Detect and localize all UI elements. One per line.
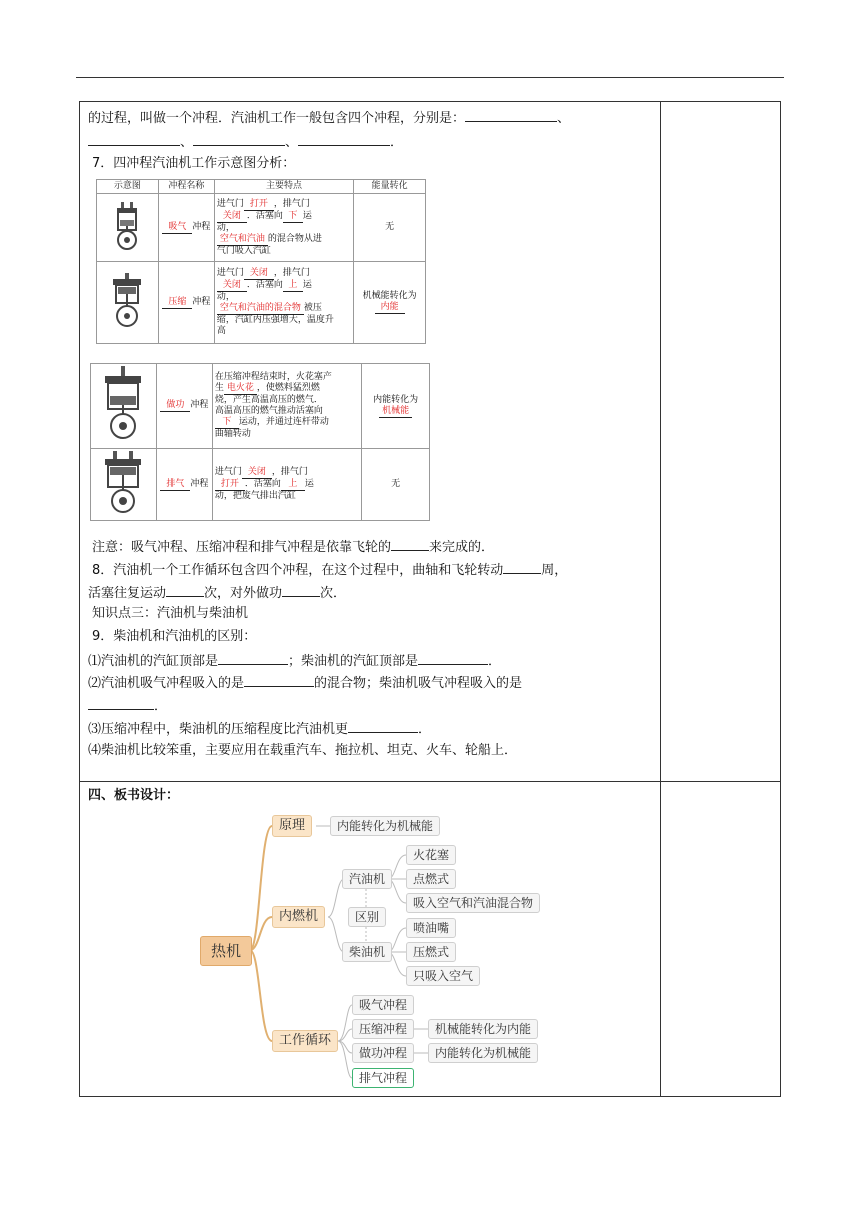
- question-9-4: ⑷柴油机比较笨重，主要应用在载重汽车、拖拉机、坦克、火车、轮船上．: [88, 743, 518, 758]
- mindmap-principle: 原理: [272, 815, 312, 837]
- question-8-line-1: 8．汽油机一个工作循环包含四个冲程，在这个过程中，曲轴和飞轮转动 周，: [92, 563, 568, 578]
- row-divider: [80, 781, 780, 782]
- blank-stroke-4[interactable]: [298, 133, 390, 146]
- mindmap-d2: 压燃式: [406, 942, 456, 962]
- mindmap-c4: 排气冲程: [352, 1068, 414, 1088]
- compression-features: 进气门 关闭 ，排气门 关闭 ．活塞向 上 运 动， 空气和汽油的混合物 被压 缩，汽缸内压强增大，温度升 高: [214, 262, 353, 344]
- note-flywheel: 注意：吸气冲程、压缩冲程和排气冲程是依靠飞轮的 来完成的．: [92, 540, 495, 555]
- mindmap-c2: 压缩冲程: [352, 1019, 414, 1039]
- question-9: 9．柴油机和汽油机的区别：: [92, 629, 257, 644]
- table-row: [91, 364, 430, 449]
- blank-stroke-3[interactable]: [193, 133, 285, 146]
- mindmap-ice: 内燃机: [272, 906, 325, 928]
- exhaust-features: 进气门 关闭 ，排气门 打开 ．活塞向 上 运 动，把废气排出汽缸: [212, 449, 361, 521]
- compression-engine-diagram: [97, 262, 159, 344]
- blank-gasoline-intake[interactable]: [244, 674, 314, 687]
- power-engine-diagram: [91, 364, 157, 449]
- column-divider: [660, 102, 661, 1096]
- intake-engine-diagram: [97, 194, 159, 262]
- mindmap-diesel: 柴油机: [342, 942, 392, 962]
- power-features: 在压缩冲程结束时，火花塞产 生 电火花 ，使燃料猛烈燃 烧，产生高温高压的燃气． 高温高压的燃气推动活塞向 下 运动，并通过连杆带动 曲轴转动: [212, 364, 361, 449]
- question-7: 7．四冲程汽油机工作示意图分析：: [92, 156, 296, 171]
- blank-stroke-1[interactable]: [465, 109, 557, 122]
- engine-icon: [99, 366, 147, 442]
- header-energy: 能量转化: [354, 180, 426, 194]
- stroke-definition-line: 的过程，叫做一个冲程．汽油机工作一般包含四个冲程，分别是： 、: [88, 111, 571, 126]
- engine-icon: [107, 273, 147, 329]
- question-9-2: ⑵汽油机吸气冲程吸入的是 的混合物；柴油机吸气冲程吸入的是: [88, 676, 523, 691]
- mindmap-c3-child: 内能转化为机械能: [428, 1043, 538, 1063]
- mindmap-c1: 吸气冲程: [352, 995, 414, 1015]
- question-8-line-2: 活塞往复运动 次，对外做功 次．: [88, 586, 347, 601]
- mindmap-c2-child: 机械能转化为内能: [428, 1019, 538, 1039]
- mindmap-d1: 喷油嘴: [406, 918, 456, 938]
- blank-rotations[interactable]: [503, 561, 541, 574]
- header-features: 主要特点: [214, 180, 353, 194]
- knowledge-point-3: 知识点三：汽油机与柴油机: [92, 606, 249, 621]
- blank-stroke-2[interactable]: [88, 133, 180, 146]
- power-energy: 内能转化为 机械能: [362, 364, 430, 449]
- question-9-2-cont: ．: [88, 697, 167, 715]
- board-design-heading: 四、板书设计：: [88, 788, 180, 803]
- engine-table-1: [96, 179, 426, 344]
- table-row: [97, 262, 426, 344]
- mindmap: [200, 810, 560, 1095]
- question-9-3: ⑶压缩冲程中，柴油机的压缩程度比汽油机更 ．: [88, 722, 432, 737]
- mindmap-root: 热机: [200, 936, 252, 966]
- intake-features: 进气门 打开 ，排气门 关闭 ．活塞向 下 运 动， 空气和汽油 的混合物从进 气门吸入汽缸: [214, 194, 353, 262]
- blank-gasoline-top[interactable]: [218, 652, 288, 665]
- header-rule: [76, 77, 784, 78]
- question-9-1: ⑴汽油机的汽缸顶部是 ；柴油机的汽缸顶部是 ．: [88, 654, 502, 669]
- compression-name: 压缩 冲程: [158, 262, 214, 344]
- table-row: [97, 194, 426, 262]
- blank-work[interactable]: [282, 584, 320, 597]
- engine-table-2: [90, 363, 430, 521]
- mindmap-gasoline: 汽油机: [342, 869, 392, 889]
- mindmap-g2: 点燃式: [406, 869, 456, 889]
- blank-compression[interactable]: [348, 720, 418, 733]
- mindmap-g1: 火花塞: [406, 845, 456, 865]
- exhaust-engine-diagram: [91, 449, 157, 521]
- table-row: [91, 449, 430, 521]
- power-name: 做功 冲程: [156, 364, 212, 449]
- header-diagram: 示意图: [97, 180, 159, 194]
- mindmap-principle-child: 内能转化为机械能: [330, 816, 440, 836]
- blank-diesel-intake[interactable]: [88, 697, 154, 710]
- intake-name: 吸气 冲程: [158, 194, 214, 262]
- mindmap-diff: 区别: [348, 907, 386, 927]
- compression-energy: 机械能转化为 内能: [354, 262, 426, 344]
- blank-flywheel[interactable]: [391, 538, 429, 551]
- engine-icon: [107, 200, 147, 252]
- exhaust-name: 排气 冲程: [156, 449, 212, 521]
- engine-icon: [99, 451, 147, 515]
- stroke-blanks-line: 、 、 ．: [88, 133, 403, 151]
- mindmap-cycle: 工作循环: [272, 1030, 338, 1052]
- mindmap-g3: 吸入空气和汽油混合物: [406, 893, 540, 913]
- exhaust-energy: 无: [362, 449, 430, 521]
- header-name: 冲程名称: [158, 180, 214, 194]
- mindmap-c3: 做功冲程: [352, 1043, 414, 1063]
- mindmap-d3: 只吸入空气: [406, 966, 480, 986]
- blank-piston[interactable]: [166, 584, 204, 597]
- blank-diesel-top[interactable]: [418, 652, 488, 665]
- intake-energy: 无: [354, 194, 426, 262]
